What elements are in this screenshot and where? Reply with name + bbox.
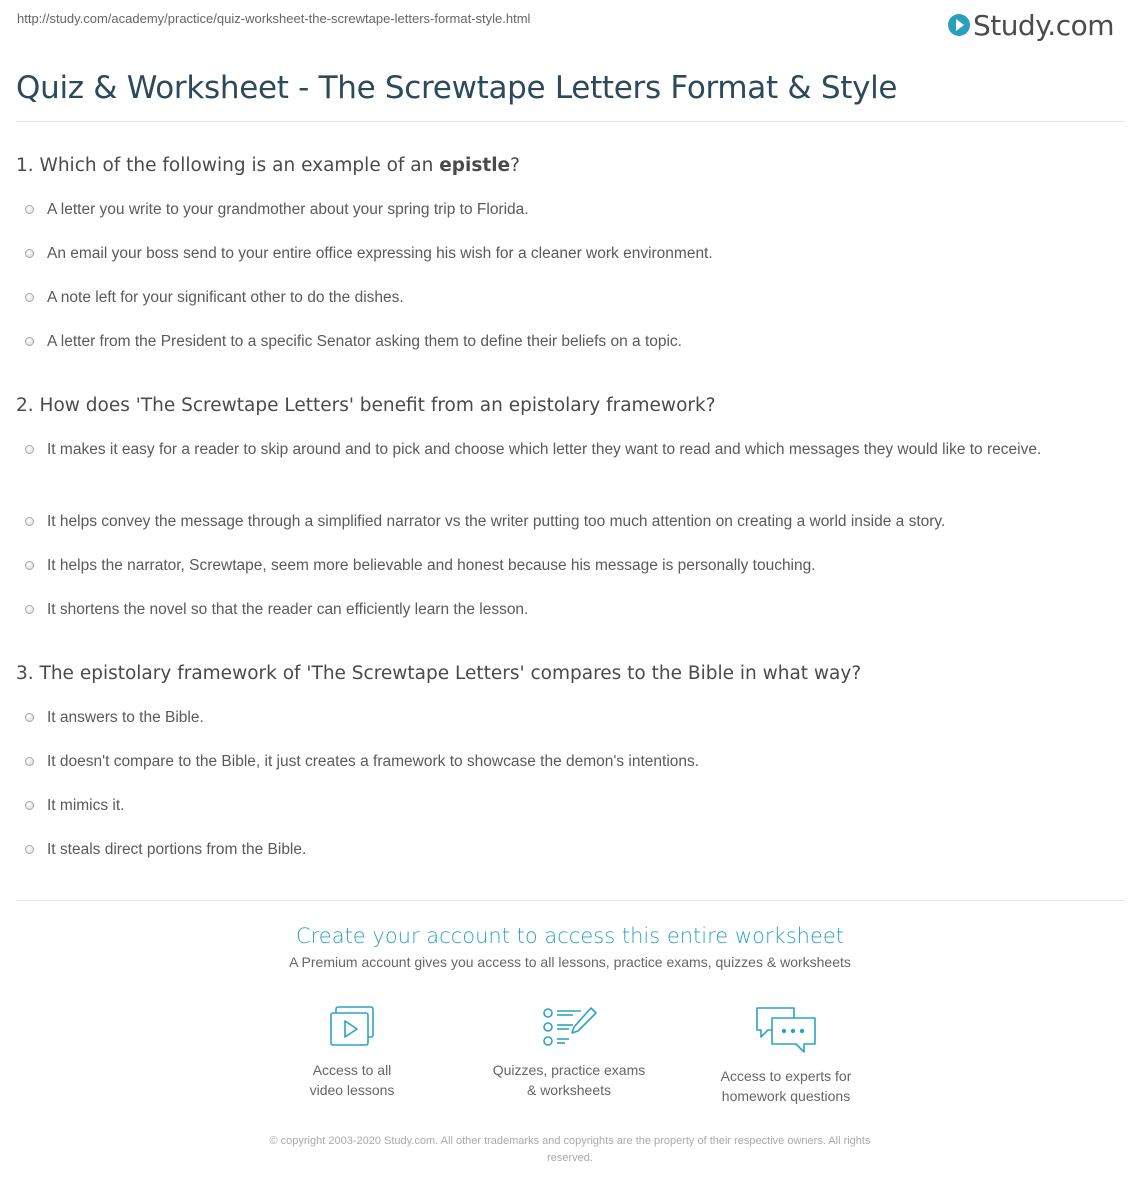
feature-label: Access to experts for homework questions [720,1068,852,1104]
radio-button[interactable] [25,801,34,810]
cta-title[interactable]: Create your account to access this entire worksheet [295,924,845,948]
page-url: http://study.com/academy/practice/quiz-worksheet-the-screwtape-letters-format-style.html [17,11,531,26]
radio-button[interactable] [25,605,34,614]
radio-button[interactable] [25,249,34,258]
feature-quizzes [479,1004,659,1100]
answer-option[interactable]: It mimics it. [16,792,1106,820]
answer-option[interactable]: A letter you write to your grandmother about your spring trip to Florida. [16,196,1106,224]
top-bar [0,0,1140,46]
chat-bubbles-icon [754,1004,818,1056]
question-emphasis: epistle [439,155,511,176]
answer-option[interactable]: A letter from the President to a specific Senator asking them to define their beliefs on a topic. [16,328,1106,356]
radio-button[interactable] [25,293,34,302]
question-2 [16,395,1116,618]
feature-label: Quizzes, practice exams & worksheets [492,1062,646,1098]
answer-option[interactable]: An email your boss send to your entire office expressing his wish for a cleaner work environment. [16,240,1106,268]
question-text: 3. The epistolary framework of 'The Screwtape Letters' compares to the Bible in what way? [16,663,862,684]
answer-option[interactable]: It helps convey the message through a simplified narrator vs the writer putting too much attention on creating a world inside a story. [16,508,1106,536]
radio-button[interactable] [25,713,34,722]
feature-label: Access to all video lessons [309,1062,395,1098]
copyright-footer: © copyright 2003-2020 Study.com. All other trademarks and copyrights are the property of their respective owners. All rights reserved. [269,1135,871,1164]
radio-button[interactable] [25,517,34,526]
question-text: 2. How does 'The Screwtape Letters' benefit from an epistolary framework? [16,395,716,416]
answer-option[interactable]: It makes it easy for a reader to skip around and to pick and choose which letter they want to read and which messages they would like to receive. [16,436,1106,464]
logo-text: Study.com [972,8,1114,42]
question-text: 1. Which of the following is an example of an epistle? [16,155,520,176]
answer-option[interactable]: A note left for your significant other to do the dishes. [16,284,1106,312]
cta-subtitle: A Premium account gives you access to all lessons, practice exams, quizzes & worksheets [289,954,851,970]
radio-button[interactable] [25,337,34,346]
cta-divider [16,900,1124,901]
play-icon [948,14,970,36]
radio-button[interactable] [25,445,34,454]
radio-button[interactable] [25,561,34,570]
answer-option[interactable]: It steals direct portions from the Bible. [16,836,1106,864]
answer-option[interactable]: It helps the narrator, Screwtape, seem more believable and honest because his message is personally touching. [16,552,1106,580]
feature-experts [696,1004,876,1106]
radio-button[interactable] [25,205,34,214]
question-1 [16,155,1116,350]
feature-video-lessons [262,1004,442,1100]
question-3 [16,663,1116,858]
radio-button[interactable] [25,757,34,766]
title-divider [16,121,1124,122]
radio-button[interactable] [25,845,34,854]
answer-option[interactable]: It shortens the novel so that the reader can efficiently learn the lesson. [16,596,1106,624]
quiz-checklist-icon [539,1004,599,1050]
video-lessons-icon [324,1004,380,1050]
answer-option[interactable]: It doesn't compare to the Bible, it just creates a framework to showcase the demon's intentions. [16,748,1106,776]
study-logo[interactable] [948,9,1114,41]
page-title: Quiz & Worksheet - The Screwtape Letters Format & Style [16,70,898,106]
answer-option[interactable]: It answers to the Bible. [16,704,1106,732]
